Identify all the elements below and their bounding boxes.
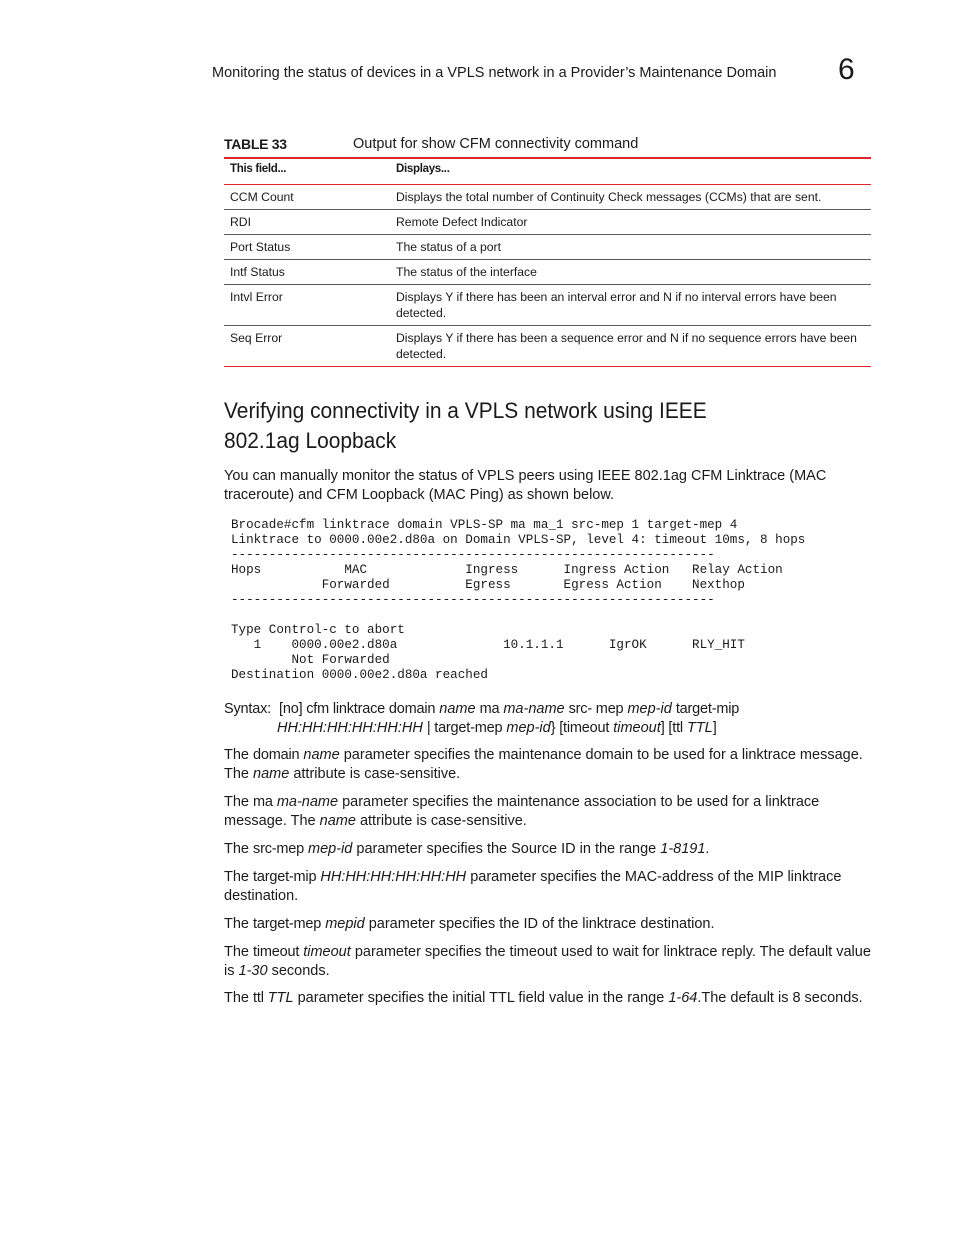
- param-keyword: ttl: [253, 990, 264, 1006]
- param-ma: [224, 793, 874, 831]
- param-arg: name: [253, 766, 290, 782]
- param-text: The: [224, 747, 249, 763]
- syntax-arg: timeout: [613, 720, 661, 736]
- field-cell: Intf Status: [224, 260, 390, 285]
- syntax-arg: TTL: [686, 720, 713, 736]
- param-timeout: [224, 943, 874, 981]
- syntax-command: [no] cfm linktrace domain: [279, 701, 436, 717]
- param-text: The: [224, 794, 249, 810]
- param-text: The: [224, 869, 249, 885]
- syntax-keyword: } [timeout: [550, 720, 610, 736]
- param-text: The: [224, 944, 249, 960]
- syntax-keyword: ma: [479, 701, 500, 717]
- param-text: attribute is case-sensitive.: [293, 766, 461, 782]
- intro-paragraph: You can manually monitor the status of VPLS peers using IEEE 802.1ag CFM Linktrace (MAC traceroute) and CFM Loopback (MAC Ping) as shown below.: [224, 468, 827, 503]
- param-arg: mepid: [325, 916, 365, 932]
- syntax-keyword: src- mep: [568, 701, 624, 717]
- field-cell: RDI: [224, 210, 390, 235]
- param-text: The: [224, 916, 249, 932]
- param-text: parameter specifies the timeout used to wait for linktrace reply. The default value is: [224, 944, 871, 979]
- table-header-row: [224, 158, 871, 185]
- section-heading: Verifying connectivity in a VPLS network using IEEE 802.1ag Loopback: [224, 398, 707, 453]
- param-text: .: [705, 841, 710, 857]
- param-keyword: domain: [253, 747, 300, 763]
- field-cell: CCM Count: [224, 185, 390, 210]
- running-header: Monitoring the status of devices in a VPLS network in a Provider’s Maintenance Domain: [212, 65, 777, 81]
- field-cell: Intvl Error: [224, 285, 390, 326]
- description-cell: The status of a port: [390, 235, 871, 260]
- param-text: The: [224, 990, 249, 1006]
- description-cell: Displays the total number of Continuity Check messages (CCMs) that are sent.: [390, 185, 871, 210]
- param-text: The: [224, 841, 249, 857]
- param-text: attribute is case-sensitive.: [359, 813, 527, 829]
- description-cell: Remote Defect Indicator: [390, 210, 871, 235]
- param-arg: ma-name: [276, 794, 339, 810]
- chapter-number: 6: [838, 53, 855, 86]
- description-cell: The status of the interface: [390, 260, 871, 285]
- param-arg: timeout: [303, 944, 351, 960]
- param-keyword: target-mep: [253, 916, 322, 932]
- syntax-keyword: ] [ttl: [660, 720, 683, 736]
- param-arg: name: [303, 747, 340, 763]
- syntax-arg: HH:HH:HH:HH:HH:HH: [277, 720, 423, 736]
- param-text: parameter specifies the initial TTL field value in the range: [297, 990, 665, 1006]
- syntax-line: [224, 700, 824, 738]
- syntax-label: Syntax:: [224, 701, 271, 717]
- param-target-mip: [224, 868, 874, 906]
- param-text: parameter specifies the maintenance association to be used for a linktrace message. The: [224, 794, 820, 829]
- syntax-arg: ma-name: [503, 701, 565, 717]
- column-header-displays: Displays...: [390, 158, 871, 185]
- param-keyword: src-mep: [253, 841, 304, 857]
- field-cell: Seq Error: [224, 326, 390, 367]
- table-row: [224, 285, 871, 326]
- syntax-arg: name: [439, 701, 476, 717]
- syntax-keyword: ]: [712, 720, 717, 736]
- param-text: seconds.: [271, 963, 330, 979]
- param-target-mep: [224, 915, 874, 934]
- table-row: [224, 185, 871, 210]
- param-arg: mep-id: [308, 841, 353, 857]
- param-keyword: target-mip: [253, 869, 317, 885]
- cli-output-block: Brocade#cfm linktrace domain VPLS-SP ma ma_1 src-mep 1 target-mep 4 Linktrace to 0000.00e2.d80a on Domain VPLS-SP, level 4: timeout 10ms, 8 hops ---------------------------------------------------------------- Hops MAC Ingress Ingress Action Relay Action Forwarded Egress Egress Action Nexthop ---------------------------------------------------------------- Type Control-c to abort 1 0000.00e2.d80a 10.1.1.1 IgrOK RLY_HIT Not Forwarded Destination 0000.00e2.d80a reached: [231, 518, 806, 682]
- syntax-arg: mep-id: [627, 701, 672, 717]
- description-cell: Displays Y if there has been an interval error and N if no interval errors have been detected.: [390, 285, 871, 326]
- syntax-keyword: target-mip: [675, 701, 740, 717]
- fields-table: [224, 157, 871, 367]
- syntax-keyword: | target-mep: [426, 720, 503, 736]
- param-ttl: [224, 989, 904, 1008]
- param-arg: name: [319, 813, 356, 829]
- param-arg: TTL: [267, 990, 294, 1006]
- table-row: [224, 260, 871, 285]
- description-cell: Displays Y if there has been a sequence error and N if no sequence errors have been detected.: [390, 326, 871, 367]
- table-row: [224, 235, 871, 260]
- param-text: parameter specifies the Source ID in the range: [356, 841, 657, 857]
- param-src-mep: [224, 840, 874, 859]
- param-text: parameter specifies the ID of the linktrace destination.: [368, 916, 715, 932]
- table-caption: Output for show CFM connectivity command: [353, 136, 639, 152]
- param-arg: HH:HH:HH:HH:HH:HH: [320, 869, 467, 885]
- column-header-field: This field...: [224, 158, 390, 185]
- param-range: 1-30: [238, 963, 268, 979]
- param-keyword: ma: [253, 794, 273, 810]
- field-cell: Port Status: [224, 235, 390, 260]
- param-text: parameter specifies the MAC-address of the MIP linktrace destination.: [224, 869, 842, 904]
- table-row: [224, 210, 871, 235]
- param-keyword: timeout: [253, 944, 300, 960]
- param-domain: [224, 746, 874, 784]
- table-label: TABLE 33: [224, 136, 287, 152]
- param-range: 1-8191: [660, 841, 706, 857]
- param-text: parameter specifies the maintenance domain to be used for a linktrace message. The: [224, 747, 863, 782]
- syntax-arg: mep-id: [506, 720, 551, 736]
- param-text: .The default is 8 seconds.: [697, 990, 863, 1006]
- table-row: [224, 326, 871, 367]
- param-range: 1-64: [668, 990, 698, 1006]
